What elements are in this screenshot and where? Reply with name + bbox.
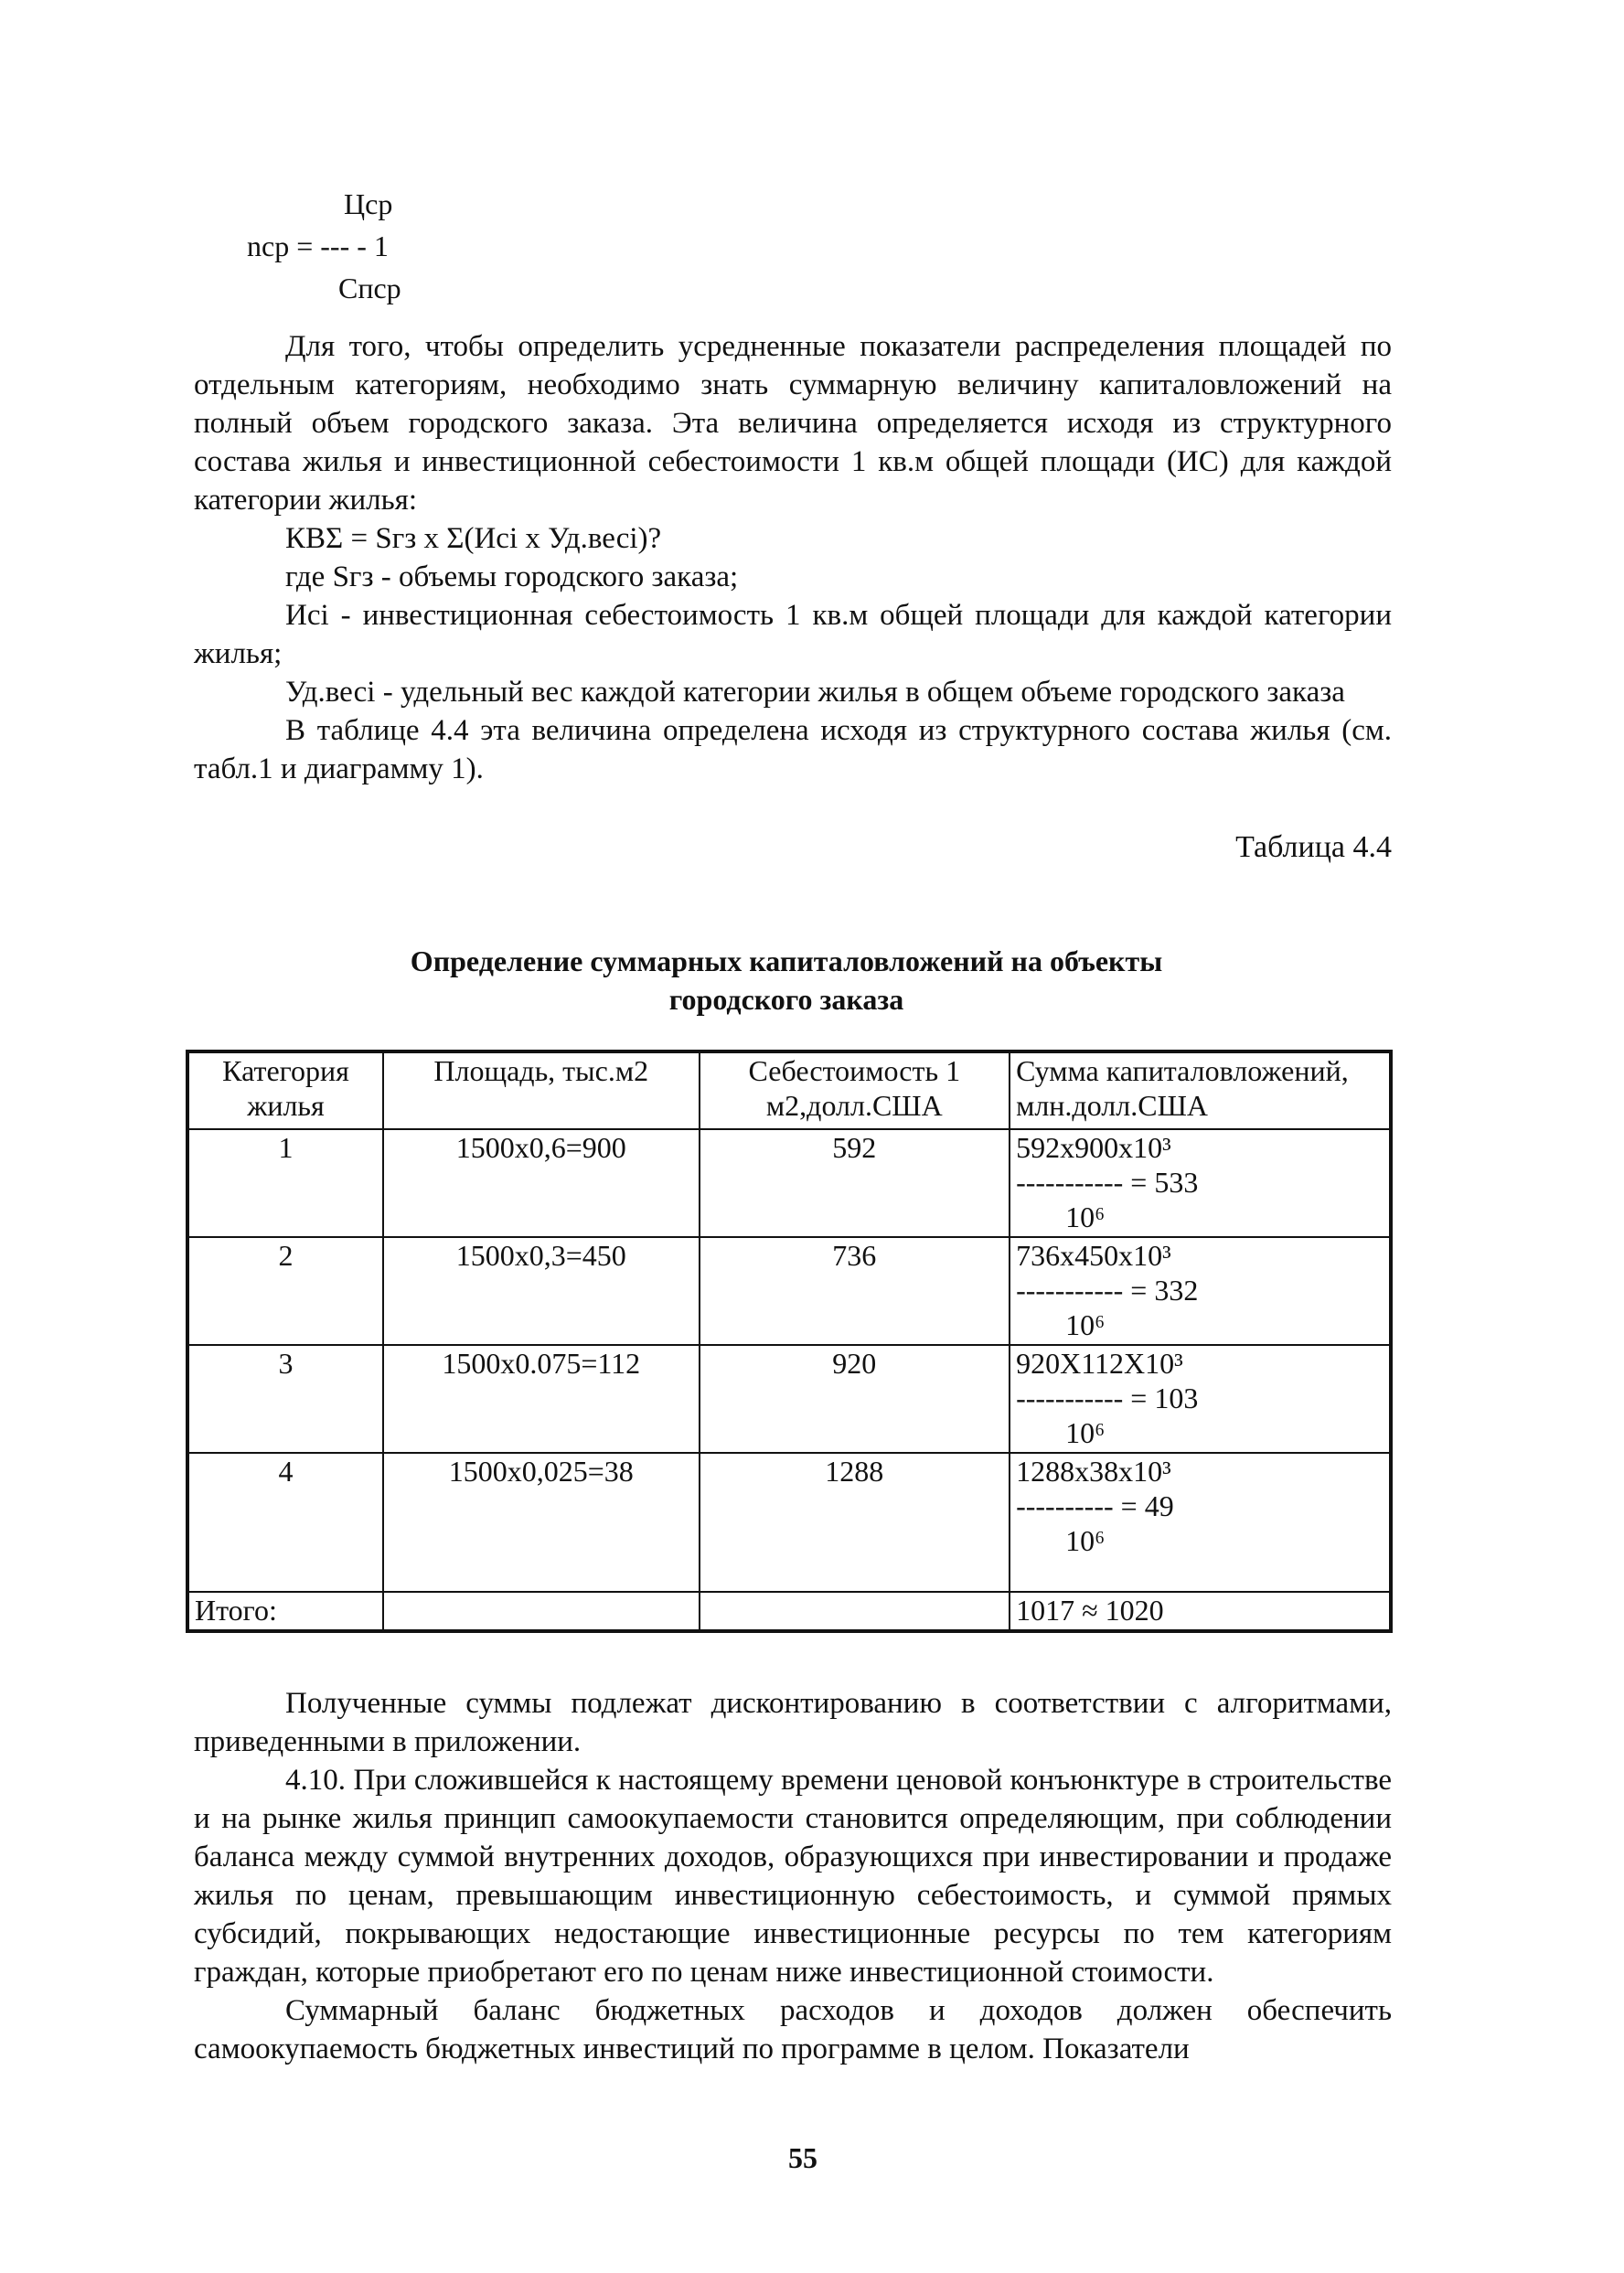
cell-area: 1500x0,3=450 [383,1237,700,1345]
paragraph: Для того, чтобы определить усредненные показатели распределения площадей по отдельным категориям, необходимо знать суммарную величину капиталовложений на полный объем городского заказа. Эта величина определяется исходя из структурного состава жилья и инвестиционной себестоимости 1 кв.м общей площади (ИС) для каждой категории жилья: [194,330,1392,517]
sum-numerator: 1288x38x10³ [1016,1455,1171,1488]
table-header-row [187,1051,1391,1129]
table-row [187,1129,1391,1237]
definition-line: Уд.весi - удельный вес каждой категории жилья в общем объеме городского заказа [285,676,1345,709]
sum-numerator: 920X112X10³ [1016,1347,1183,1380]
table-title [302,942,1271,1019]
cell-category: 4 [187,1453,383,1592]
outro-text [194,1684,1392,2068]
sum-result: ----------- = 332 [1016,1274,1199,1307]
cell-sum [1010,1129,1391,1237]
formula [247,187,485,304]
header-area: Площадь, тыс.м2 [383,1051,700,1129]
sum-numerator: 592x900x10³ [1016,1131,1171,1164]
cell-sum [1010,1237,1391,1345]
cell-sum [1010,1345,1391,1453]
sum-denominator: 10⁶ [1065,1201,1106,1233]
cell-cost: 1288 [700,1453,1010,1592]
capital-investment-table [186,1050,1393,1633]
sum-denominator: 10⁶ [1065,1416,1106,1449]
sum-result: ---------- = 49 [1016,1489,1174,1522]
sum-result: ----------- = 533 [1016,1166,1199,1199]
formula-denominator: Спср [338,272,401,304]
cell-cost: 736 [700,1237,1010,1345]
paragraph: Полученные суммы подлежат дисконтированию в соответствии с алгоритмами, приведенными в приложении. [194,1687,1392,1758]
table-total-row [187,1592,1391,1631]
total-label: Итого: [187,1592,383,1631]
table-title-line: городского заказа [668,983,904,1016]
cell-category: 3 [187,1345,383,1453]
sum-denominator: 10⁶ [1065,1308,1106,1341]
definition-line: где Sгз - объемы городского заказа; [285,560,739,593]
total-value: 1017 ≈ 1020 [1010,1592,1391,1631]
cell-area: 1500x0.075=112 [383,1345,700,1453]
paragraph: В таблице 4.4 эта величина определена исходя из структурного состава жилья (см. табл.1 и диаграмму 1). [194,714,1392,785]
cell-category: 2 [187,1237,383,1345]
cell-area: 1500x0,6=900 [383,1129,700,1237]
cell-cost: 592 [700,1129,1010,1237]
formula-numerator: Цср [344,187,393,220]
header-category: Категория жилья [187,1051,383,1129]
sum-result: ----------- = 103 [1016,1382,1199,1414]
cell-cost: 920 [700,1345,1010,1453]
equation-line: КВΣ = Sгз x Σ(Исi x Уд.весi)? [285,522,662,555]
table-row [187,1345,1391,1453]
table-row [187,1453,1391,1592]
formula-lhs: nср = --- - 1 [247,229,389,262]
cell-category: 1 [187,1129,383,1237]
total-empty-cell [383,1592,700,1631]
header-cost: Себестоимость 1 м2,долл.США [700,1051,1010,1129]
sum-numerator: 736x450x10³ [1016,1239,1171,1272]
page-number: 55 [788,2141,817,2174]
table-label: Таблица 4.4 [1235,830,1392,864]
table-title-line: Определение суммарных капиталовложений на объекты [410,944,1163,977]
table-row [187,1237,1391,1345]
paragraph: Суммарный баланс бюджетных расходов и доходов должен обеспечить самоокупаемость бюджетных инвестиций по программе в целом. Показатели [194,1994,1392,2065]
sum-denominator: 10⁶ [1065,1524,1106,1557]
total-empty-cell [700,1592,1010,1631]
definition-line: Исi - инвестиционная себестоимость 1 кв.м общей площади для каждой категории жилья; [194,599,1392,670]
header-sum: Сумма капиталовложений, млн.долл.США [1010,1051,1391,1129]
cell-sum [1010,1453,1391,1592]
cell-area: 1500x0,025=38 [383,1453,700,1592]
paragraph: 4.10. При сложившейся к настоящему времени ценовой конъюнктуре в строительстве и на рынке жилья принцип самоокупаемости становится определяющим, при соблюдении баланса между суммой внутренних доходов, образующихся при инвестировании и продаже жилья по ценам, превышающим инвестиционную себестоимость, и суммой прямых субсидий, покрывающих недостающие инвестиционные ресурсы по тем категориям граждан, которые приобретают его по ценам ниже инвестиционной стоимости. [194,1764,1392,1989]
intro-text [194,327,1392,788]
